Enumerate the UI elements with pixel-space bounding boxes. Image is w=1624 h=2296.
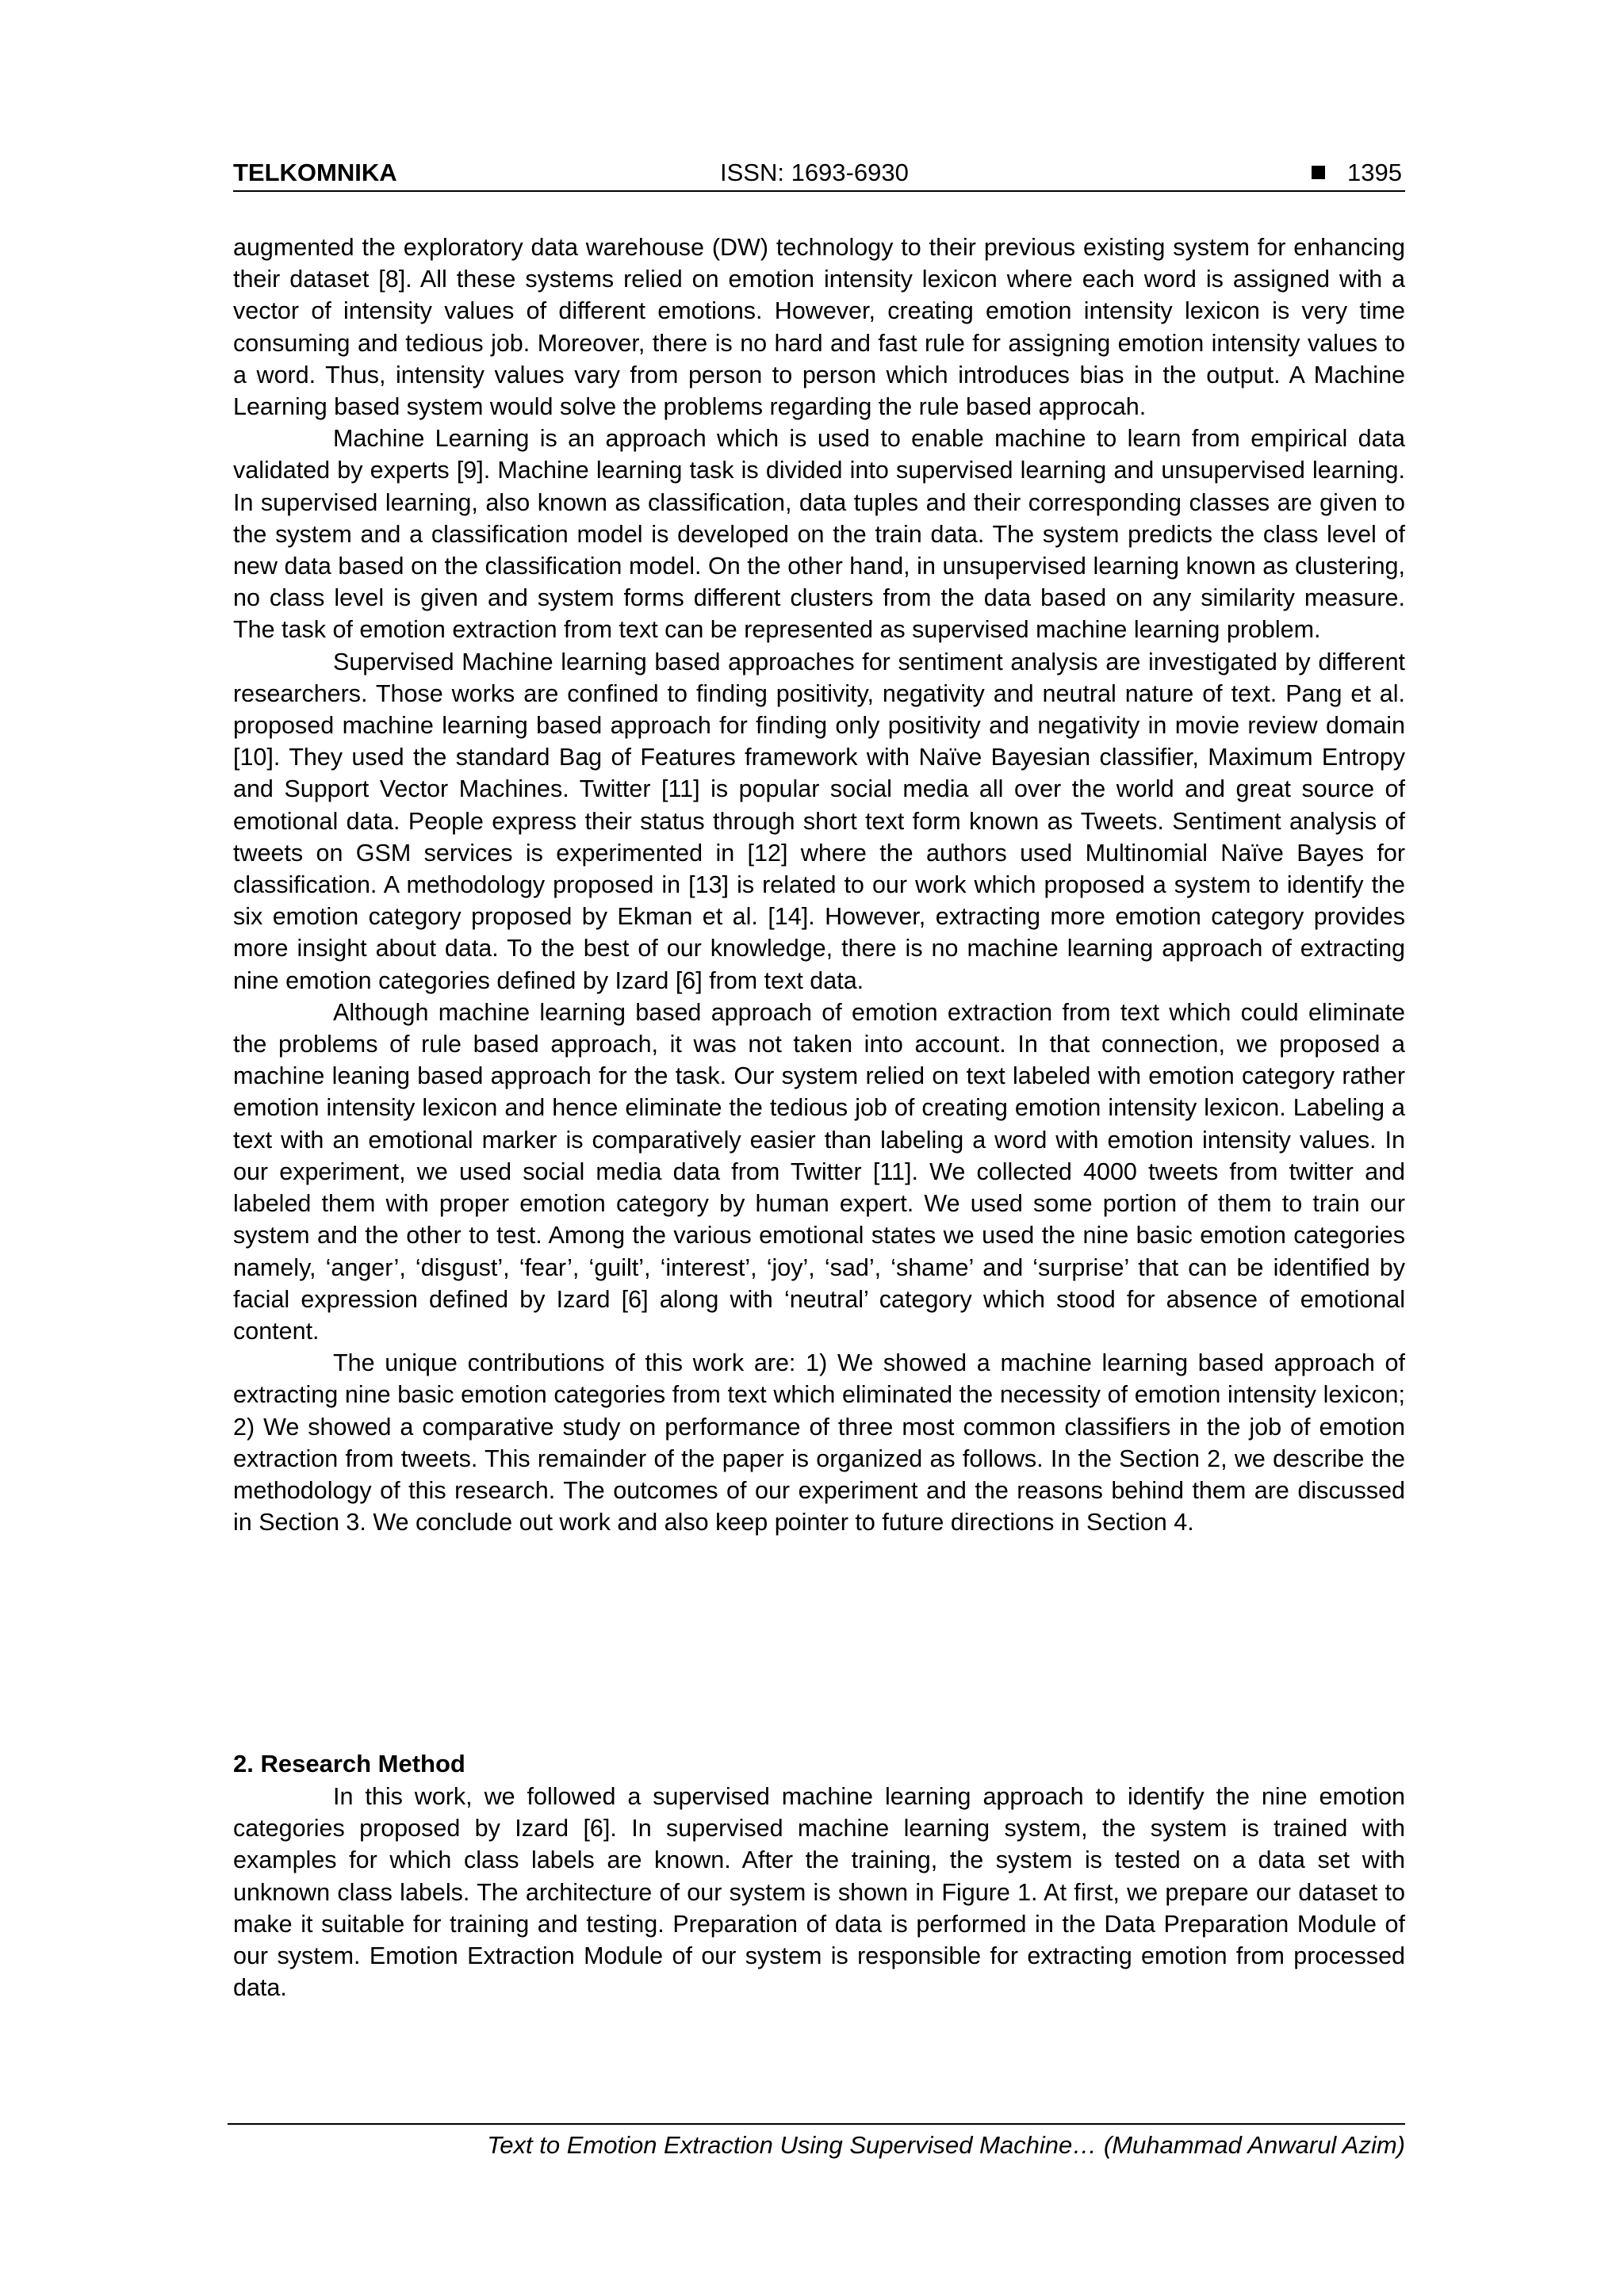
page-header: [233, 155, 1405, 192]
section-body: [233, 1781, 1405, 2003]
black-square-icon: [1312, 166, 1325, 179]
issn-label: ISSN: 1693-6930: [720, 159, 909, 186]
section-heading: 2. Research Method: [233, 1750, 465, 1777]
intro-continuation: [233, 232, 1405, 1538]
page-number: 1395: [1347, 159, 1402, 186]
running-title: Text to Emotion Extraction Using Supervised Machine… (Muhammad Anwarul Azim): [487, 2131, 1405, 2159]
paragraph-1: augmented the exploratory data warehouse (DW) technology to their previous existing system for enhancing their dataset [8]. All these systems relied on emotion intensity lexicon where each word is assigned with a vector of intensity values of different emotions. However, creating emotion intensity lexicon is very time consuming and tedious job. Moreover, there is no hard and fast rule for assigning emotion intensity values to a word. Thus, intensity values vary from person to person which introduces bias in the output. A Machine Learning based system would solve the problems regarding the rule based approcah.: [233, 234, 1405, 421]
paragraph-3: Supervised Machine learning based approaches for sentiment analysis are investigated by different researchers. Those works are confined to finding positivity, negativity and neutral nature of text. Pang et al. proposed machine learning based approach for finding only positivity and negativity in movie review domain [10]. They used the standard Bag of Features framework with Naïve Bayesian classifier, Maximum Entropy and Support Vector Machines. Twitter [11] is popular social media all over the world and great source of emotional data. People express their status through short text form known as Tweets. Sentiment analysis of tweets on GSM services is experimented in [12] where the authors used Multinomial Naïve Bayes for classification. A methodology proposed in [13] is related to our work which proposed a system to identify the six emotion category proposed by Ekman et al. [14]. However, extracting more emotion category provides more insight about data. To the best of our knowledge, there is no machine learning approach of extracting nine emotion categories defined by Izard [6] from text data.: [233, 648, 1405, 994]
paragraph-5: The unique contributions of this work are: 1) We showed a machine learning based approach of extracting nine basic emotion categories from text which eliminated the necessity of emotion intensity lexicon; 2) We showed a comparative study on performance of three most common classifiers in the job of emotion extraction from tweets. This remainder of the paper is organized as follows. In the Section 2, we describe the methodology of this research. The outcomes of our experiment and the reasons behind them are discussed in Section 3. We conclude out work and also keep pointer to future directions in Section 4.: [233, 1349, 1405, 1536]
section-paragraph: In this work, we followed a supervised machine learning approach to identify the nine emotion categories proposed by Izard [6]. In supervised machine learning system, the system is trained with examples for which class labels are known. After the training, the system is tested on a data set with unknown class labels. The architecture of our system is shown in Figure 1. At first, we prepare our dataset to make it suitable for training and testing. Preparation of data is performed in the Data Preparation Module of our system. Emotion Extraction Module of our system is responsible for extracting emotion from processed data.: [233, 1783, 1405, 2002]
page-number-group: [1312, 155, 1402, 190]
paragraph-2: Machine Learning is an approach which is used to enable machine to learn from empirical data validated by experts [9]. Machine learning task is divided into supervised learning and unsupervised learning. In supervised learning, also known as classification, data tuples and their corresponding classes are given to the system and a classification model is developed on the train data. The system predicts the class level of new data based on the classification model. On the other hand, in unsupervised learning known as clustering, no class level is given and system forms different clusters from the data based on any similarity measure. The task of emotion extraction from text can be represented as supervised machine learning problem.: [233, 425, 1405, 644]
page-footer: [228, 2123, 1405, 2161]
journal-name: TELKOMNIKA: [233, 159, 397, 186]
paragraph-4: Although machine learning based approach of emotion extraction from text which could eliminate the problems of rule based approach, it was not taken into account. In that connection, we proposed a machine leaning based approach for the task. Our system relied on text labeled with emotion category rather emotion intensity lexicon and hence eliminate the tedious job of creating emotion intensity lexicon. Labeling a text with an emotional marker is comparatively easier than labeling a word with emotion intensity values. In our experiment, we used social media data from Twitter [11]. We collected 4000 tweets from twitter and labeled them with proper emotion category by human expert. We used some portion of them to train our system and the other to test. Among the various emotional states we used the nine basic emotion categories namely, ‘anger’, ‘disgust’, ‘fear’, ‘guilt’, ‘interest’, ‘joy’, ‘sad’, ‘shame’ and ‘surprise’ that can be identified by facial expression defined by Izard [6] along with ‘neutral’ category which stood for absence of emotional content.: [233, 998, 1405, 1345]
